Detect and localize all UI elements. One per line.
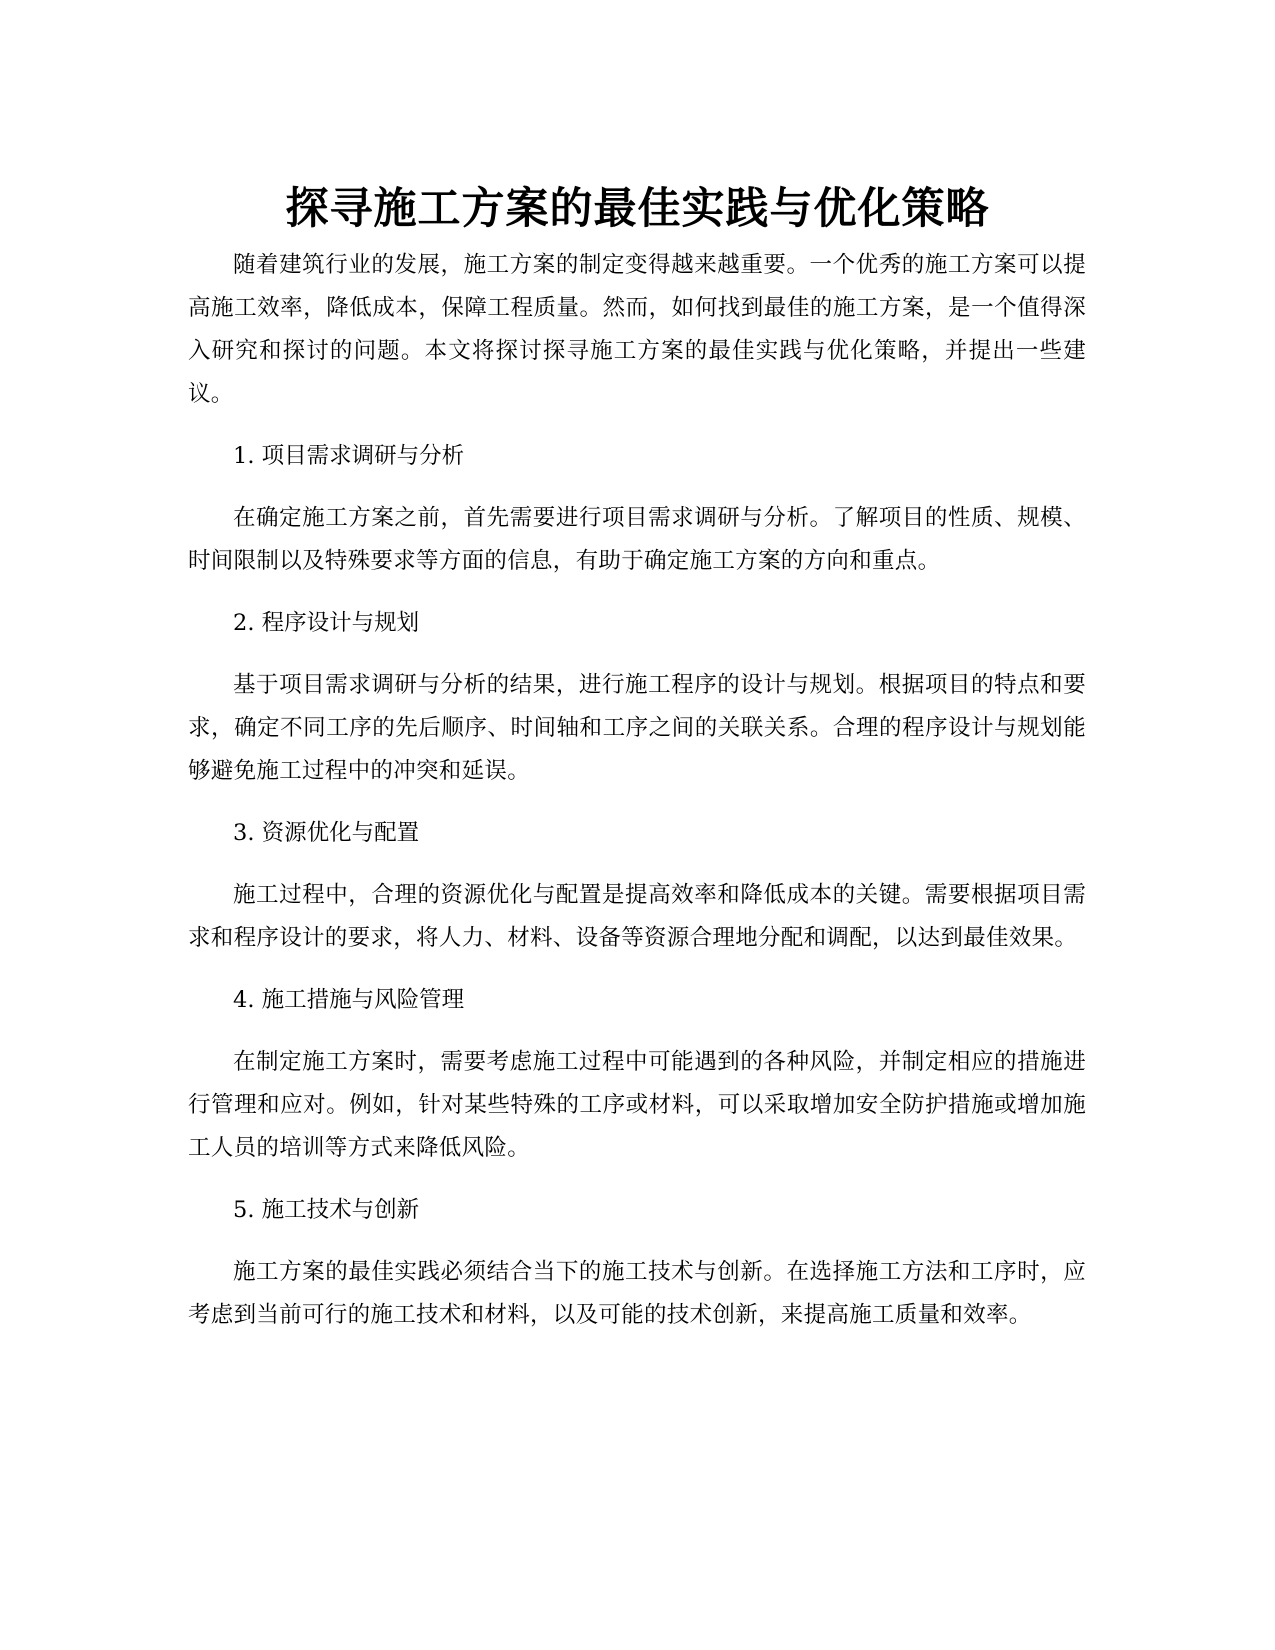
section-heading-5: 5. 施工技术与创新	[233, 1197, 420, 1223]
section-heading-4: 4. 施工措施与风险管理	[233, 987, 465, 1013]
section-heading-3: 3. 资源优化与配置	[233, 820, 420, 846]
section-body-5: 施工方案的最佳实践必须结合当下的施工技术与创新。在选择施工方法和工序时，应考虑到当前可行的施工技术和材料，以及可能的技术创新，来提高施工质量和效率。	[188, 1259, 1086, 1328]
section-heading-1: 1. 项目需求调研与分析	[233, 443, 465, 469]
document-body	[188, 244, 1086, 1356]
document-title: 探寻施工方案的最佳实践与优化策略	[285, 183, 990, 234]
section-body-4: 在制定施工方案时，需要考虑施工过程中可能遇到的各种风险，并制定相应的措施进行管理和应对。例如，针对某些特殊的工序或材料，可以采取增加安全防护措施或增加施工人员的培训等方式来降低风险。	[188, 1049, 1086, 1161]
section-body-1: 在确定施工方案之前，首先需要进行项目需求调研与分析。了解项目的性质、规模、时间限制以及特殊要求等方面的信息，有助于确定施工方案的方向和重点。	[188, 505, 1086, 574]
intro-paragraph: 随着建筑行业的发展，施工方案的制定变得越来越重要。一个优秀的施工方案可以提高施工效率，降低成本，保障工程质量。然而，如何找到最佳的施工方案，是一个值得深入研究和探讨的问题。本文将探讨探寻施工方案的最佳实践与优化策略，并提出一些建议。	[188, 252, 1086, 407]
section-body-3: 施工过程中，合理的资源优化与配置是提高效率和降低成本的关键。需要根据项目需求和程序设计的要求，将人力、材料、设备等资源合理地分配和调配，以达到最佳效果。	[188, 882, 1086, 951]
section-heading-2: 2. 程序设计与规划	[233, 610, 420, 636]
section-body-2: 基于项目需求调研与分析的结果，进行施工程序的设计与规划。根据项目的特点和要求，确定不同工序的先后顺序、时间轴和工序之间的关联关系。合理的程序设计与规划能够避免施工过程中的冲突和延误。	[188, 672, 1086, 784]
